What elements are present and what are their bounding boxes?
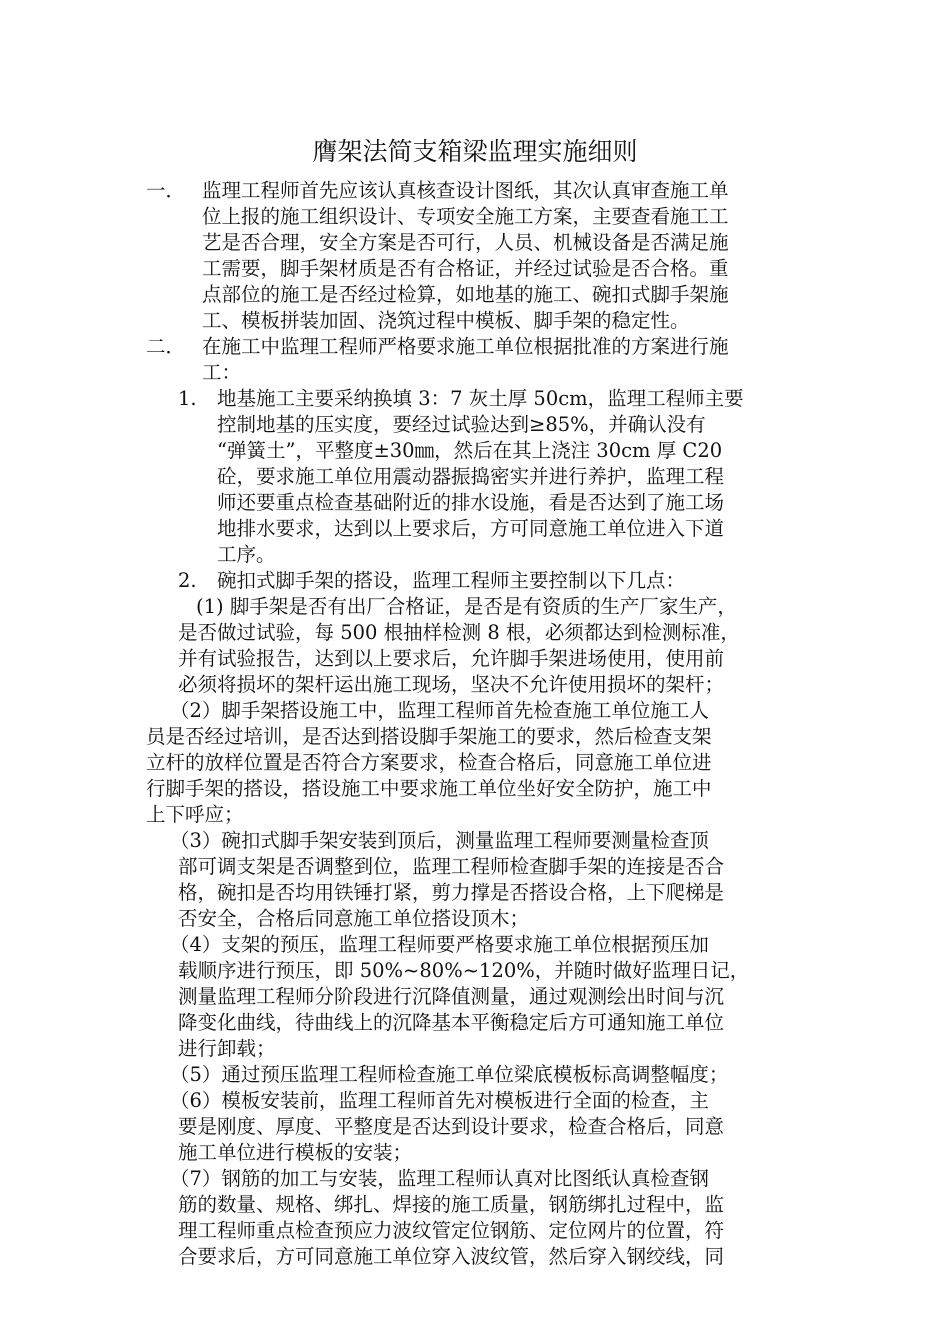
subitem-line: （5）通过预压监理工程师检查施工单位梁底模板标高调整幅度； <box>170 1063 729 1086</box>
subitem-line: 上下呼应； <box>146 803 244 826</box>
subitem-line: 部可调支架是否调整到位，监理工程师检查脚手架的连接是否合 <box>178 855 725 878</box>
subitem-line: 必须将损坏的架杆运出施工现场，坚决不允许使用损坏的架杆； <box>178 673 725 696</box>
section-line: 工需要，脚手架材质是否有合格证，并经过试验是否合格。重 <box>202 257 729 280</box>
subitem-line: 进行卸载； <box>178 1037 276 1060</box>
subitem-line: （7）钢筋的加工与安装，监理工程师认真对比图纸认真检查钢 <box>170 1167 709 1190</box>
subitem-line: （4）支架的预压，监理工程师要严格要求施工单位根据预压加 <box>170 933 709 956</box>
item-line: 地排水要求，达到以上要求后，方可同意施工单位进入下道 <box>217 517 725 540</box>
item-number: 1. <box>178 387 197 410</box>
item-number: 2. <box>178 569 197 592</box>
subitem-line: (1) 脚手架是否有出厂合格证，是否是有资质的生产厂家生产， <box>196 595 737 618</box>
section-line: 点部位的施工是否经过检算，如地基的施工、碗扣式脚手架施 <box>202 283 729 306</box>
subitem-line: 合要求后，方可同意施工单位穿入波纹管，然后穿入钢绞线，同 <box>178 1245 725 1268</box>
subitem-line: 理工程师重点检查预应力波纹管定位钢筋、定位网片的位置，符 <box>178 1219 725 1242</box>
section-line: 艺是否合理，安全方案是否可行，人员、机械设备是否满足施 <box>202 231 729 254</box>
section-line: 工： <box>202 361 242 384</box>
subitem-line: 载顺序进行预压，即 50%~80%~120%，并随时做好监理日记， <box>178 959 750 982</box>
section-number: 一． <box>146 179 186 202</box>
subitem-line: 格，碗扣是否均用铁锤打紧，剪力撑是否搭设合格，上下爬梯是 <box>178 881 725 904</box>
subitem-line: 并有试验报告，达到以上要求后，允许脚手架进场使用，使用前 <box>178 647 725 670</box>
item-line: “弹簧土”，平整度±30㎜，然后在其上浇注 30cm 厚 C20 <box>217 439 723 462</box>
subitem-line: 施工单位进行模板的安装； <box>178 1141 413 1164</box>
item-line: 砼，要求施工单位用震动器振捣密实并进行养护，监理工程 <box>217 465 725 488</box>
section-line: 工、模板拼装加固、浇筑过程中模板、脚手架的稳定性。 <box>202 309 690 332</box>
item-line: 地基施工主要采纳换填 3：7 灰土厚 50cm，监理工程师主要 <box>217 387 744 410</box>
item-line: 碗扣式脚手架的搭设，监理工程师主要控制以下几点： <box>217 569 686 592</box>
subitem-line: 是否做过试验，每 500 根抽样检测 8 根，必须都达到检测标准， <box>178 621 740 644</box>
item-line: 工序。 <box>217 543 276 566</box>
subitem-line: 筋的数量、规格、绑扎、焊接的施工质量，钢筋绑扎过程中，监 <box>178 1193 725 1216</box>
subitem-line: 降变化曲线，待曲线上的沉降基本平衡稳定后方可通知施工单位 <box>178 1011 725 1034</box>
subitem-line: （6）模板安装前，监理工程师首先对模板进行全面的检查，主 <box>170 1089 709 1112</box>
section-line: 监理工程师首先应该认真核查设计图纸，其次认真审查施工单 <box>202 179 729 202</box>
section-line: 位上报的施工组织设计、专项安全施工方案，主要查看施工工 <box>202 205 729 228</box>
item-line: 控制地基的压实度，要经过试验达到≥85%，并确认没有 <box>217 413 706 436</box>
section-line: 在施工中监理工程师严格要求施工单位根据批准的方案进行施 <box>202 335 729 358</box>
subitem-line: 立杆的放样位置是否符合方案要求，检查合格后，同意施工单位进 <box>146 751 712 774</box>
subitem-line: （2）脚手架搭设施工中，监理工程师首先检查施工单位施工人 <box>170 699 709 722</box>
subitem-line: 员是否经过培训，是否达到搭设脚手架施工的要求，然后检查支架 <box>146 725 712 748</box>
item-line: 师还要重点检查基础附近的排水设施，看是否达到了施工场 <box>217 491 725 514</box>
subitem-line: 否安全，合格后同意施工单位搭设顶木； <box>178 907 530 930</box>
subitem-line: 测量监理工程师分阶段进行沉降值测量，通过观测绘出时间与沉 <box>178 985 725 1008</box>
section-number: 二． <box>146 335 186 358</box>
subitem-line: 行脚手架的搭设，搭设施工中要求施工单位坐好安全防护，施工中 <box>146 777 712 800</box>
document-title: 膺架法简支箱梁监理实施细则 <box>312 137 638 166</box>
subitem-line: （3）碗扣式脚手架安装到顶后，测量监理工程师要测量检查顶 <box>170 829 709 852</box>
subitem-line: 要是刚度、厚度、平整度是否达到设计要求，检查合格后，同意 <box>178 1115 725 1138</box>
